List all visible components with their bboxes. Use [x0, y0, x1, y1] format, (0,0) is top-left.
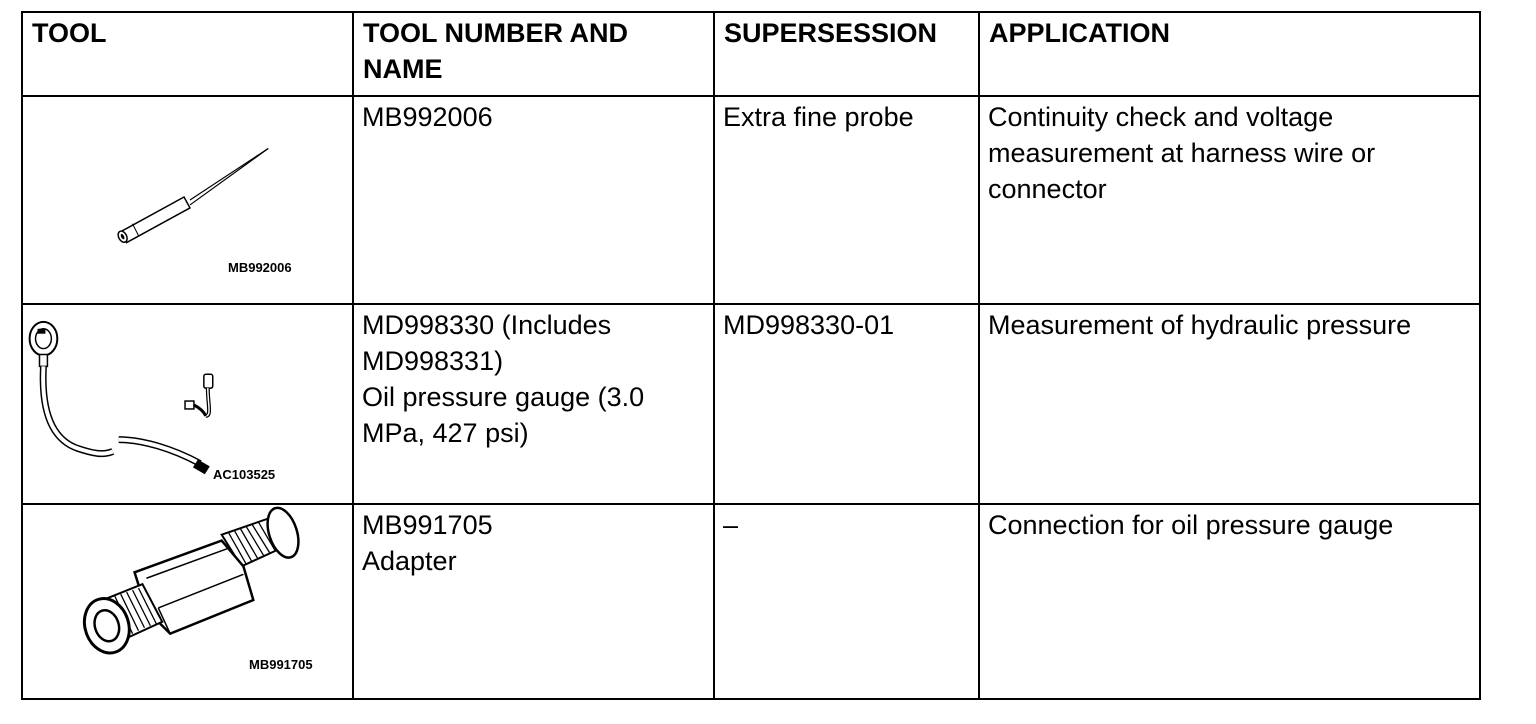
tool-number-cell: [353, 304, 714, 504]
header-row: [22, 12, 1480, 96]
tool-image-label: AC103525: [213, 467, 276, 482]
tool-number-line: MB992006: [362, 102, 493, 132]
tool-image-label: MB991705: [249, 657, 313, 672]
tool-image-cell: [22, 504, 353, 699]
tool-image-cell: [22, 304, 353, 504]
special-tools-table: [21, 11, 1481, 700]
oil-pressure-gauge-icon: [23, 305, 352, 503]
tool-number-line: MB991705: [362, 510, 493, 540]
supersession-cell: MD998330-01: [714, 304, 979, 504]
tool-number-line: MPa, 427 psi): [362, 418, 529, 448]
supersession-cell: Extra fine probe: [714, 96, 979, 304]
application-cell: [979, 504, 1480, 699]
tool-image-label: MB992006: [228, 260, 292, 275]
tool-number-cell: [353, 96, 714, 304]
header-supersession: SUPERSESSION: [714, 12, 979, 96]
table-row: [22, 96, 1480, 304]
extra-fine-probe-icon: [23, 97, 352, 303]
application-line: measurement at harness wire or: [988, 138, 1376, 168]
header-tool: TOOL: [22, 12, 353, 96]
table-row: [22, 504, 1480, 699]
table-row: [22, 304, 1480, 504]
application-cell: [979, 304, 1480, 504]
header-tool-number-line2: NAME: [363, 54, 443, 84]
tool-number-line: Oil pressure gauge (3.0: [362, 382, 645, 412]
header-tool-number: [353, 12, 714, 96]
tool-number-line: MD998331): [362, 346, 504, 376]
header-tool-number-line1: TOOL NUMBER AND: [363, 18, 629, 48]
tool-number-cell: [353, 504, 714, 699]
application-cell: [979, 96, 1480, 304]
application-line: Measurement of hydraulic pressure: [988, 310, 1412, 340]
header-application: APPLICATION: [979, 12, 1480, 96]
tool-number-line: MD998330 (Includes: [362, 310, 612, 340]
tool-number-line: Adapter: [362, 546, 457, 576]
application-line: Continuity check and voltage: [988, 102, 1334, 132]
tool-image-cell: [22, 96, 353, 304]
application-line: Connection for oil pressure gauge: [988, 510, 1394, 540]
supersession-cell: –: [714, 504, 979, 699]
application-line: connector: [988, 174, 1107, 204]
